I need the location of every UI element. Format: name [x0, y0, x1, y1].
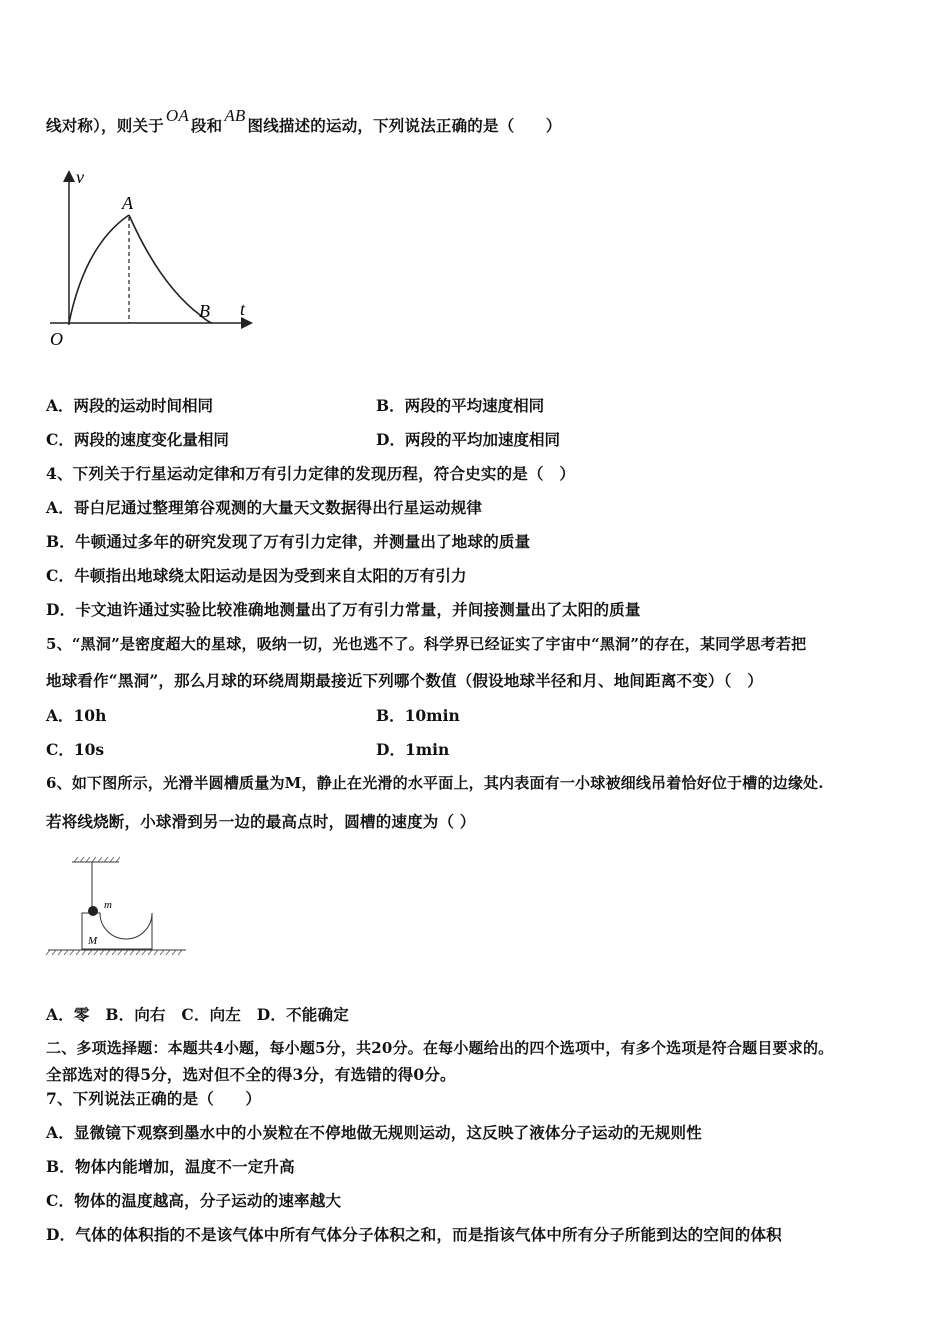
q4-stem: 4、下列关于行星运动定律和万有引力定律的发现历程，符合史实的是（ ） — [46, 464, 576, 483]
q5-option-a: A．10h — [46, 706, 107, 725]
q5-option-d: D．1min — [376, 740, 450, 759]
q5-option-c: C．10s — [46, 740, 105, 759]
q3-stem-part1: 线对称），则关于 — [46, 116, 164, 135]
q4-option-c: C．牛顿指出地球绕太阳运动是因为受到来自太阳的万有引力 — [46, 566, 467, 585]
section2-line1: 二、多项选择题：本题共4小题，每小题5分，共20分。在每小题给出的四个选项中，有多个选项是符合题目要求的。 — [46, 1039, 834, 1057]
q3-option-b: B．两段的平均速度相同 — [376, 396, 545, 415]
label-b: B — [199, 301, 210, 321]
ceiling-hatch — [74, 857, 120, 862]
q7-option-a: A．显微镜下观察到墨水中的小炭粒在不停地做无规则运动，这反映了液体分子运动的无规则性 — [46, 1123, 702, 1142]
q7-option-c: C．物体的温度越高，分子运动的速率越大 — [46, 1191, 342, 1210]
label-a: A — [122, 193, 133, 213]
q3-option-a: A．两段的运动时间相同 — [46, 396, 214, 415]
q3-option-c: C．两段的速度变化量相同 — [46, 430, 229, 449]
q5-stem-line1: 5、“黑洞”是密度超大的星球，吸纳一切，光也逃不了。科学界已经证实了宇宙中“黑洞”的存在，某同学思考若把 — [46, 635, 807, 653]
label-m: m — [104, 899, 112, 911]
math-oa: OA — [165, 106, 189, 125]
vt-graph — [40, 165, 270, 355]
math-ab: AB — [224, 106, 246, 125]
q6-stem-line1: 6、如下图所示，光滑半圆槽质量为M，静止在光滑的水平面上，其内表面有一小球被细线吊着恰好位于槽的边缘处. — [46, 774, 824, 792]
groove-figure — [44, 855, 194, 960]
label-M: M — [88, 935, 98, 947]
q4-option-a: A．哥白尼通过整理第谷观测的大量天文数据得出行星运动规律 — [46, 498, 483, 517]
curve-oa — [69, 215, 129, 323]
q5-stem-line2: 地球看作“黑洞”，那么月球的环绕周期最接近下列哪个数值（假设地球半径和月、地间距离不变）（ ） — [46, 671, 763, 690]
q3-option-d: D．两段的平均加速度相同 — [376, 430, 560, 449]
q5-option-b: B．10min — [376, 706, 460, 725]
q7-option-d: D．气体的体积指的不是该气体中所有气体分子体积之和，而是指该气体中所有分子所能到达的空间的体积 — [46, 1225, 782, 1244]
q3-stem-part3: 图线描述的运动，下列说法正确的是（ ） — [247, 116, 562, 135]
q3-stem-part2: 段和 — [190, 116, 223, 135]
q7-option-b: B．物体内能增加，温度不一定升高 — [46, 1157, 295, 1176]
label-t: t — [240, 299, 246, 319]
section2-line2: 全部选对的得5分，选对但不全的得3分，有选错的得0分。 — [46, 1065, 456, 1084]
q7-stem: 7、下列说法正确的是（ ） — [46, 1089, 262, 1108]
ball — [88, 906, 98, 916]
q6-options: A．零 B．向右 C．向左 D．不能确定 — [46, 1005, 349, 1024]
label-v: v — [76, 167, 84, 187]
q3-stem — [46, 106, 562, 136]
ground-hatch — [46, 950, 182, 955]
label-o: O — [50, 329, 63, 349]
q6-stem-line2: 若将线烧断，小球滑到另一边的最高点时，圆槽的速度为（ ） — [46, 812, 476, 831]
q4-option-b: B．牛顿通过多年的研究发现了万有引力定律，并测量出了地球的质量 — [46, 532, 531, 551]
q4-option-d: D．卡文迪许通过实验比较准确地测量出了万有引力常量，并间接测量出了太阳的质量 — [46, 600, 641, 619]
